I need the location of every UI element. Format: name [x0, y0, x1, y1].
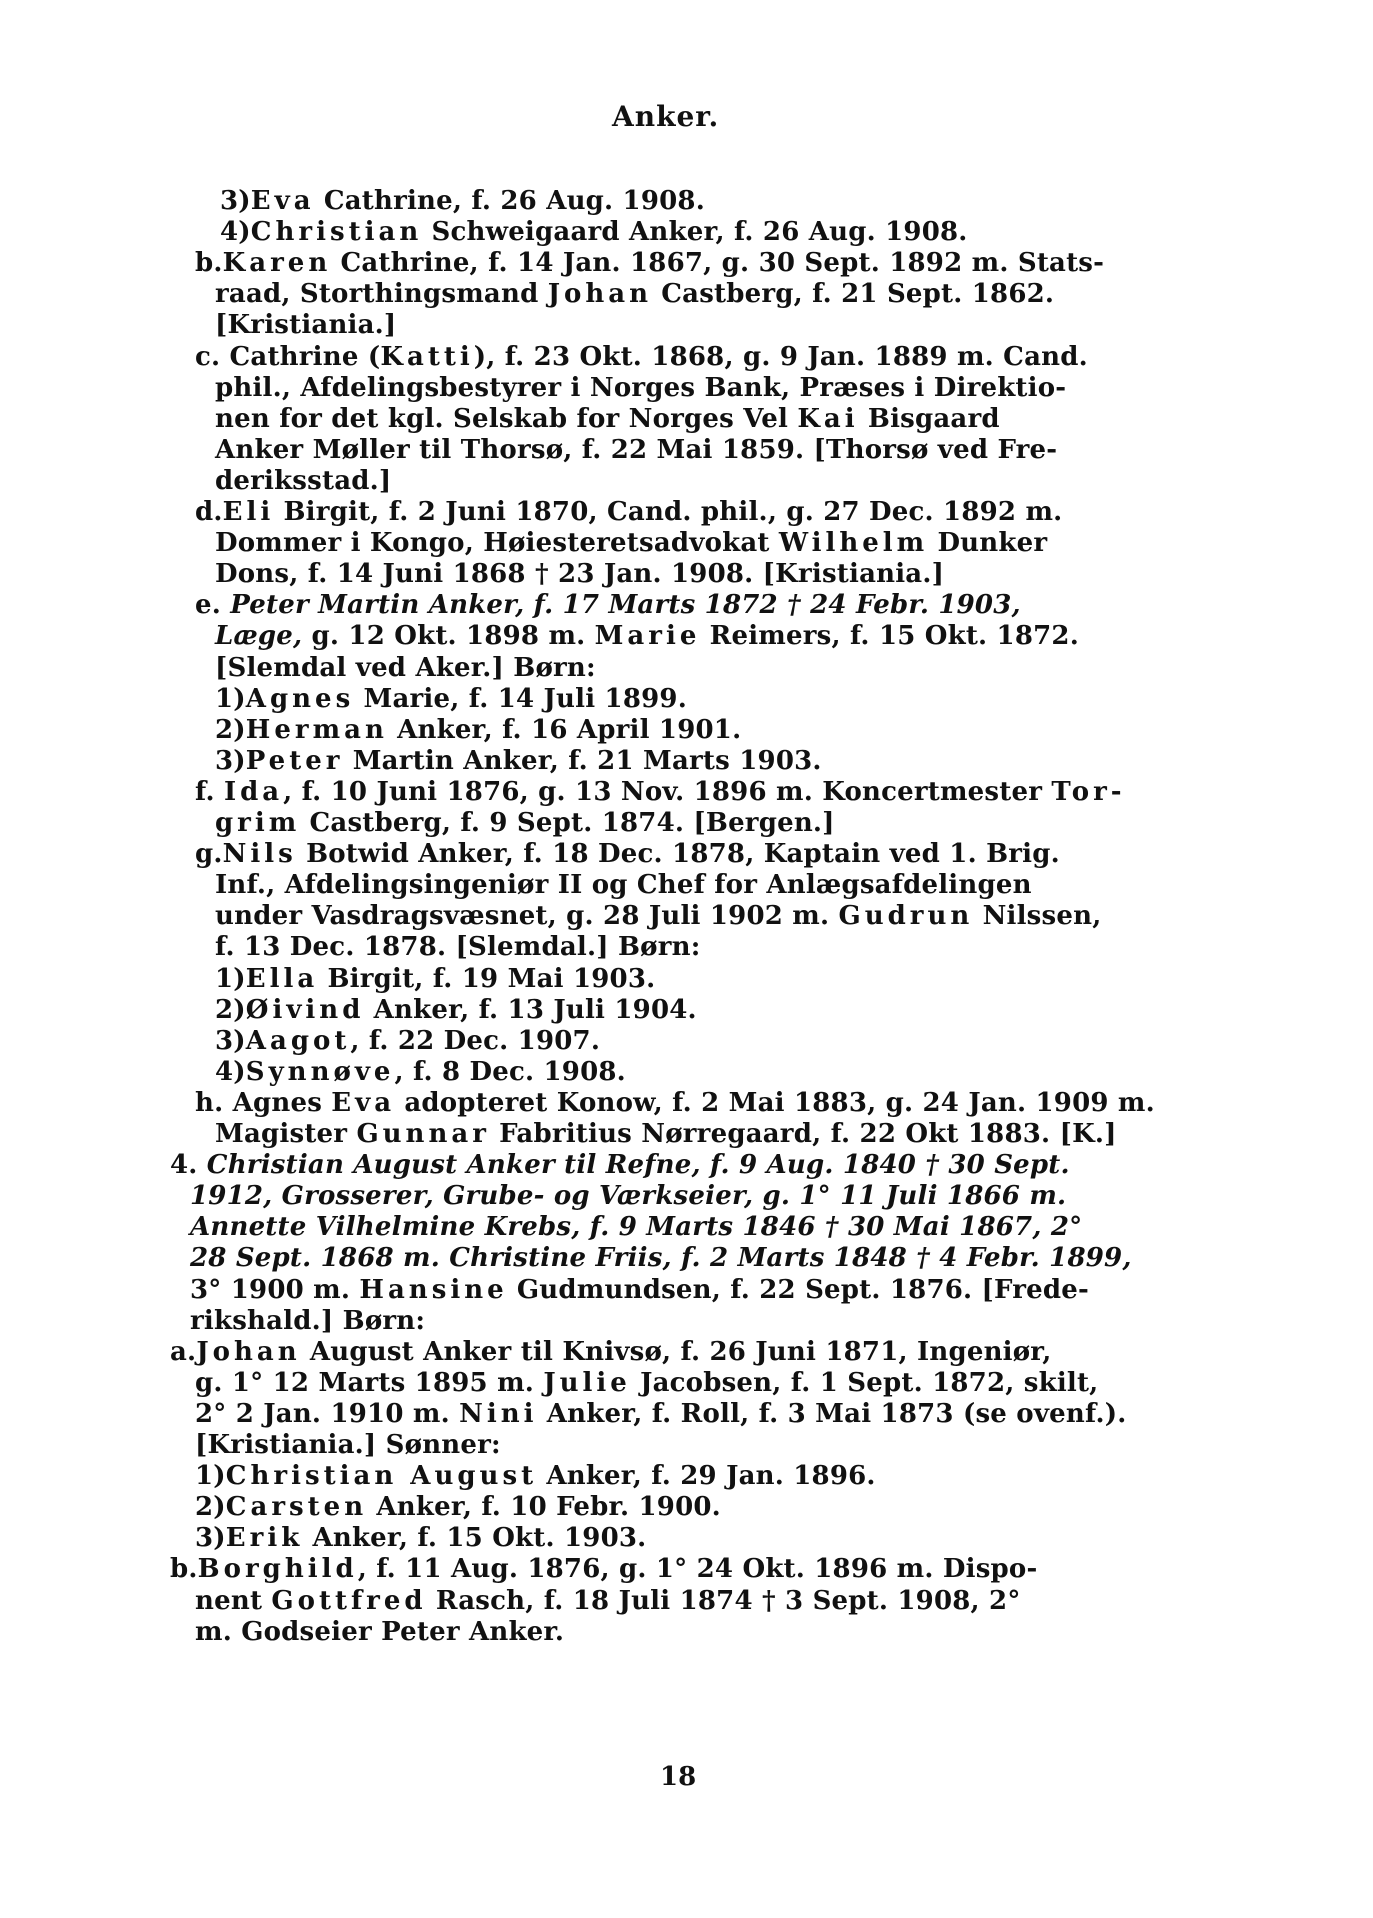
text-run: 2) [195, 1492, 226, 1522]
text-run: Anker Møller til Thorsø, f. 22 Mai 1859. [Thorsø ved Fre- [215, 435, 1058, 465]
text-line [195, 1616, 564, 1648]
text-run: 3) [220, 186, 251, 216]
text-run: 3° 1900 m. [190, 1275, 360, 1305]
text-line [170, 1336, 1052, 1368]
spaced-name: Eva [250, 186, 315, 216]
text-run: 1) [215, 684, 246, 714]
text-run: a. [170, 1337, 197, 1367]
spaced-name: Borghild [197, 1554, 358, 1584]
text-run: , f. 8 Dec. 1908. [394, 1057, 626, 1087]
spaced-name: Agnes [245, 684, 355, 714]
text-run: Anker, f. 15 Okt. 1903. [303, 1523, 647, 1553]
text-run: Jacobsen, f. 1 Sept. 1872, skilt, [630, 1368, 1099, 1398]
spaced-name: Tor- [1051, 777, 1126, 807]
italic-text: Christian August Anker til Refne, f. 9 Aug. 1840 † 30 Sept. [206, 1150, 1070, 1180]
text-run: c. Cathrine ( [195, 342, 381, 372]
text-run: ), f. 23 Okt. 1868, g. 9 Jan. 1889 m. Cand. [473, 342, 1088, 372]
text-run: f. [195, 777, 224, 807]
text-run: Inf., Afdelingsingeniør II og Chef for Anlægsafdelingen [215, 870, 1032, 900]
text-line [195, 838, 1060, 870]
text-run: e. [195, 590, 231, 620]
text-run: [Kristiania.] [215, 310, 397, 340]
text-run: under Vasdragsvæsnet, g. 28 Juli 1902 m. [215, 901, 839, 931]
text-run: 4) [215, 1057, 246, 1087]
text-line [215, 527, 1047, 559]
text-run: h. Agnes [195, 1088, 332, 1118]
text-run: g. 12 Okt. 1898 m. [302, 621, 595, 651]
text-line [215, 1056, 626, 1088]
spaced-name: Katti [380, 342, 474, 372]
spaced-name: Peter [245, 746, 344, 776]
text-line [220, 216, 968, 248]
text-run: 2° 2 Jan. 1910 m. [195, 1399, 460, 1429]
spaced-name: Gottfred [271, 1586, 427, 1616]
text-line [195, 496, 1062, 528]
text-line [195, 589, 1021, 621]
spaced-name: Carsten [225, 1492, 368, 1522]
text-line [215, 309, 396, 341]
text-run: Dunker [928, 528, 1048, 558]
text-run: [Kristiania.] Sønner: [195, 1430, 501, 1460]
text-run: August Anker til Knivsø, f. 26 Juni 1871, Ingeniør, [300, 1337, 1052, 1367]
text-run: f. 13 Dec. 1878. [Slemdal.] Børn: [215, 932, 701, 962]
spaced-name: Øivind [245, 995, 365, 1025]
text-run: 1) [215, 964, 246, 994]
text-run: g. [195, 839, 223, 869]
spaced-name: Christian [250, 217, 423, 247]
text-run: 3) [215, 1026, 246, 1056]
text-run: Dommer i Kongo, Høiesteretsadvokat [215, 528, 779, 558]
text-run: Anker, f. 10 Febr. 1900. [367, 1492, 721, 1522]
text-line [215, 558, 944, 590]
page-number: 18 [660, 1762, 697, 1792]
text-run: m. Godseier Peter Anker. [195, 1617, 565, 1647]
spaced-name: Ida [223, 777, 284, 807]
text-run: Martin Anker, f. 21 Marts 1903. [343, 746, 822, 776]
text-run: Bisgaard [858, 404, 1000, 434]
text-run: Cathrine, f. 26 Aug. 1908. [314, 186, 705, 216]
spaced-name: Eli [222, 497, 275, 527]
text-line [215, 434, 1057, 466]
text-run: Castberg, f. 9 Sept. 1874. [Bergen.] [300, 808, 835, 838]
text-line [190, 1211, 1082, 1243]
text-line [195, 1429, 501, 1461]
spaced-name: Hansine [359, 1275, 508, 1305]
spaced-name: Synnøve [245, 1057, 395, 1087]
text-line [215, 869, 1032, 901]
text-run: b. [170, 1554, 198, 1584]
text-run: 4. [170, 1150, 207, 1180]
spaced-name: Karen [222, 248, 332, 278]
text-line [195, 247, 1104, 279]
text-line [215, 931, 701, 963]
text-run: Marie, f. 14 Juli 1899. [354, 684, 687, 714]
text-run: nent [195, 1586, 272, 1616]
text-run: 3) [195, 1523, 226, 1553]
spaced-name: Julie [543, 1368, 631, 1398]
spaced-name: Johan [196, 1337, 301, 1367]
spaced-name: Kai [797, 404, 859, 434]
text-run: Castberg, f. 21 Sept. 1862. [652, 279, 1055, 309]
text-line [190, 1242, 1132, 1274]
text-run: [Slemdal ved Aker.] Børn: [215, 653, 596, 683]
text-run: rikshald.] Børn: [190, 1306, 426, 1336]
text-line [215, 714, 741, 746]
text-line [195, 341, 1088, 373]
spaced-name: Marie [594, 621, 701, 651]
spaced-name: Nini [459, 1399, 538, 1429]
spaced-name: Gudrun [838, 901, 974, 931]
italic-text: Læge, [215, 621, 303, 651]
text-line [215, 994, 697, 1026]
text-line [215, 807, 835, 839]
text-line [190, 1180, 1066, 1212]
text-run: Schweigaard Anker, f. 26 Aug. 1908. [422, 217, 968, 247]
text-line [190, 1305, 425, 1337]
text-run: 2) [215, 715, 246, 745]
italic-text: Annette Vilhelmine Krebs, f. 9 Marts 1846 † 30 Mai 1867, 2° [190, 1212, 1083, 1242]
text-run: Magister [215, 1119, 357, 1149]
italic-text: 28 Sept. 1868 m. Christine Friis, f. 2 Marts 1848 † 4 Febr. 1899, [190, 1243, 1132, 1273]
text-line [215, 620, 1079, 652]
text-line [195, 1522, 646, 1554]
spaced-name: Eva [331, 1088, 396, 1118]
text-run: phil., Afdelingsbestyrer i Norges Bank, Præses i Direktio- [215, 373, 1067, 403]
text-run: Birgit, f. 19 Mai 1903. [318, 964, 656, 994]
text-run: Fabritius Nørregaard, f. 22 Okt 1883. [K.] [489, 1119, 1117, 1149]
italic-text: 1912, Grosserer, Grube- og Værkseier, g. 1° 11 Juli 1866 m. [190, 1181, 1067, 1211]
text-run: Rasch, f. 18 Juli 1874 † 3 Sept. 1908, 2° [426, 1586, 1021, 1616]
text-run: nen for det kgl. Selskab for Norges Vel [215, 404, 798, 434]
text-line [195, 1087, 1155, 1119]
text-run: Nilssen, [973, 901, 1102, 931]
text-run: , f. 22 Dec. 1907. [350, 1026, 601, 1056]
text-line [215, 403, 1000, 435]
text-line [215, 683, 687, 715]
text-run: 2) [215, 995, 246, 1025]
text-run: , f. 10 Juni 1876, g. 13 Nov. 1896 m. Koncertmester [283, 777, 1052, 807]
text-run: g. 1° 12 Marts 1895 m. [195, 1368, 544, 1398]
text-line [195, 1367, 1098, 1399]
text-run: 4) [220, 217, 251, 247]
spaced-name: Aagot [245, 1026, 351, 1056]
text-run: Birgit, f. 2 Juni 1870, Cand. phil., g. 27 Dec. 1892 m. [274, 497, 1063, 527]
text-run: Dons, f. 14 Juni 1868 † 23 Jan. 1908. [Kristiania.] [215, 559, 945, 589]
spaced-name: Ella [245, 964, 319, 994]
text-line [215, 963, 655, 995]
text-run: Anker, f. 13 Juli 1904. [364, 995, 697, 1025]
text-line [215, 1025, 600, 1057]
text-run: Reimers, f. 15 Okt. 1872. [700, 621, 1079, 651]
text-line [195, 1585, 1021, 1617]
text-line [195, 776, 1126, 808]
text-run: Gudmundsen, f. 22 Sept. 1876. [Frede- [507, 1275, 1090, 1305]
text-run: , f. 11 Aug. 1876, g. 1° 24 Okt. 1896 m. Dispo- [357, 1554, 1038, 1584]
text-line [215, 372, 1066, 404]
text-line [195, 1491, 721, 1523]
spaced-name: Gunnar [356, 1119, 490, 1149]
text-run: 3) [215, 746, 246, 776]
text-run: Botwid Anker, f. 18 Dec. 1878, Kaptain ved 1. Brig. [296, 839, 1060, 869]
text-line [170, 1553, 1037, 1585]
text-run: adopteret Konow, f. 2 Mai 1883, g. 24 Jan. 1909 m. [395, 1088, 1155, 1118]
text-run: raad, Storthingsmand [215, 279, 548, 309]
text-line [215, 465, 391, 497]
text-line [190, 1274, 1089, 1306]
text-run: deriksstad.] [215, 466, 392, 496]
spaced-name: Nils [222, 839, 297, 869]
text-line [215, 652, 596, 684]
text-line [215, 1118, 1117, 1150]
spaced-name: Wilhelm [778, 528, 929, 558]
text-line [195, 1460, 876, 1492]
text-line [195, 1398, 1126, 1430]
text-run: Anker, f. 16 April 1901. [387, 715, 742, 745]
text-line [170, 1149, 1070, 1181]
text-run: Anker, f. 29 Jan. 1896. [537, 1461, 876, 1491]
spaced-name: Johan [547, 279, 653, 309]
spaced-name: Herman [245, 715, 388, 745]
text-run: Cathrine, f. 14 Jan. 1867, g. 30 Sept. 1892 m. Stats- [331, 248, 1105, 278]
text-line [215, 900, 1101, 932]
text-run: 1) [195, 1461, 226, 1491]
text-line [215, 278, 1054, 310]
text-run: Anker, f. Roll, f. 3 Mai 1873 (se ovenf.). [537, 1399, 1127, 1429]
spaced-name: Christian August [225, 1461, 538, 1491]
spaced-name: Erik [225, 1523, 304, 1553]
text-line [215, 745, 822, 777]
spaced-name: grim [215, 808, 301, 838]
italic-text: Peter Martin Anker, f. 17 Marts 1872 † 24 Febr. 1903, [230, 590, 1021, 620]
text-line [220, 185, 705, 217]
text-run: b. [195, 248, 223, 278]
text-run: d. [195, 497, 223, 527]
page-title: Anker. [612, 100, 720, 133]
